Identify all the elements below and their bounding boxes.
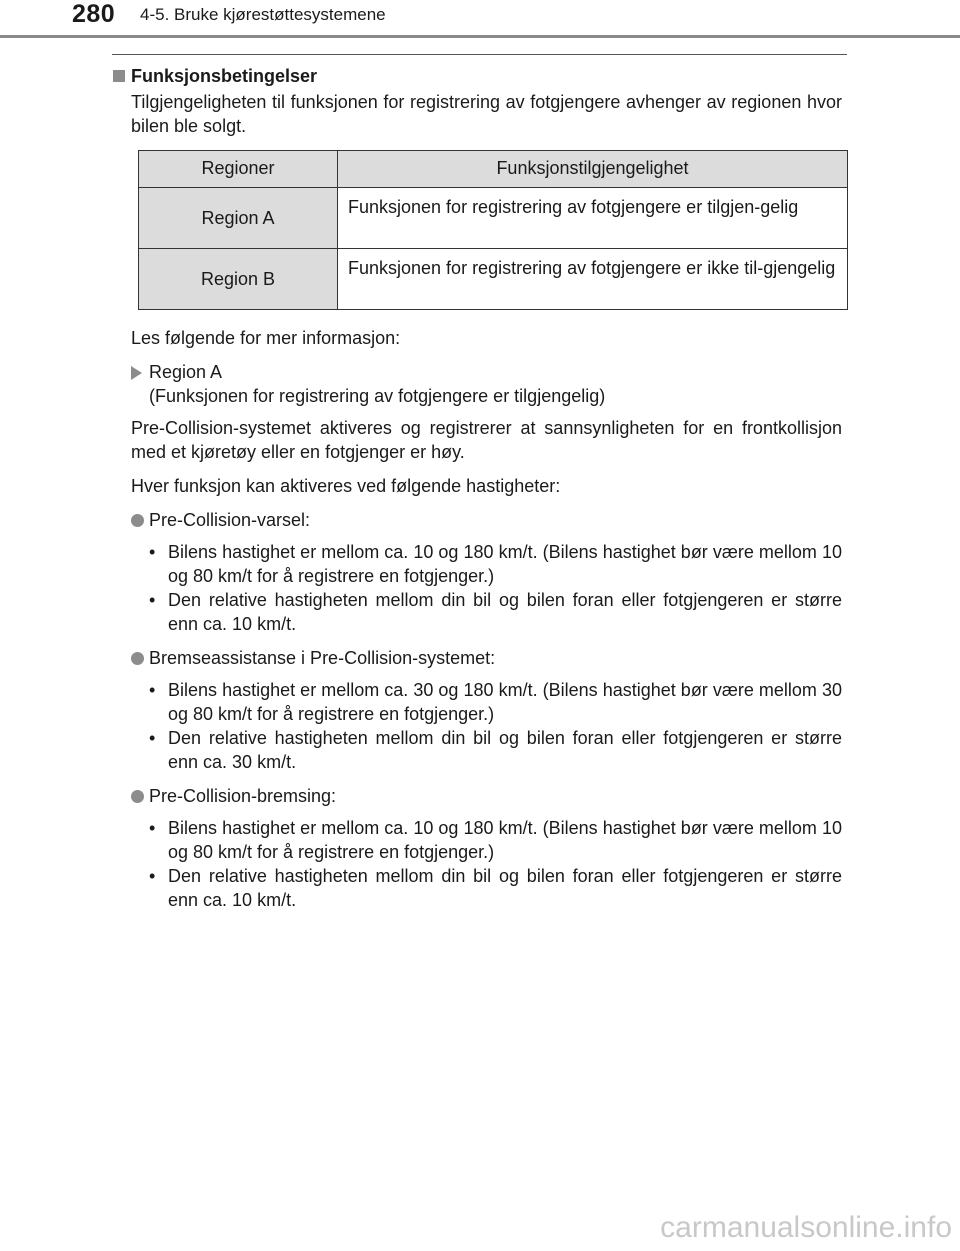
section-title: 4-5. Bruke kjørestøttesystemene	[140, 5, 386, 24]
function-item	[131, 784, 842, 808]
bullet-text: Bilens hastighet er mellom ca. 30 og 180 km/t. (Bilens hastighet bør være mellom 30 og 80 km/t for å registrere en fotgjenger.)	[168, 680, 842, 724]
square-bullet-icon	[113, 70, 125, 82]
info-text: Les følgende for mer informasjon:	[131, 328, 401, 348]
paragraph-speeds: Hver funksjon kan aktiveres ved følgende hastigheter:	[131, 476, 561, 496]
list-item	[149, 540, 842, 588]
function-name: Pre-Collision-varsel:	[149, 510, 311, 530]
table-cell-region: Region B	[139, 249, 338, 310]
bullet-text: Bilens hastighet er mellom ca. 10 og 180 km/t. (Bilens hastighet bør være mellom 10 og 80 km/t for å registrere en fotgjenger.)	[168, 818, 842, 862]
list-item	[149, 678, 842, 726]
bullet-mark: •	[149, 728, 156, 748]
table-header-row	[139, 151, 848, 188]
region-table	[138, 150, 848, 310]
main-content	[112, 66, 842, 912]
circle-bullet-icon	[131, 514, 144, 527]
bullet-text: Bilens hastighet er mellom ca. 10 og 180 km/t. (Bilens hastighet bør være mellom 10 og 80 km/t for å registrere en fotgjenger.)	[168, 542, 842, 586]
watermark: carmanualsonline.info	[660, 1211, 952, 1244]
function-name: Bremseassistanse i Pre-Collision-systemet:	[149, 648, 496, 668]
table-header-availability: Funksjonstilgjengelighet	[338, 151, 848, 188]
bullet-text: Den relative hastigheten mellom din bil og bilen foran eller fotgjengeren er større enn ca. 10 km/t.	[168, 590, 842, 634]
function-bullets	[149, 540, 842, 636]
sub-heading-text: Funksjonsbetingelser	[131, 66, 318, 86]
function-bullets	[149, 678, 842, 774]
function-item	[131, 646, 842, 670]
sub-heading	[112, 66, 842, 87]
bullet-mark: •	[149, 680, 156, 700]
table-cell-availability: Funksjonen for registrering av fotgjengere er tilgjen-gelig	[338, 188, 848, 249]
bullet-mark: •	[149, 818, 156, 838]
intro-paragraph: Tilgjengeligheten til funksjonen for registrering av fotgjengere avhenger av regionen hvor bilen ble solgt.	[131, 92, 842, 136]
list-item	[149, 816, 842, 864]
bullet-mark: •	[149, 590, 156, 610]
function-bullets	[149, 816, 842, 912]
function-item	[131, 508, 842, 532]
list-item	[149, 588, 842, 636]
paragraph-activation: Pre-Collision-systemet aktiveres og registrerer at sannsynligheten for en frontkollisjon med et kjøretøy eller en fotgjenger er høy.	[131, 418, 842, 462]
list-item	[149, 864, 842, 912]
bullet-text: Den relative hastigheten mellom din bil og bilen foran eller fotgjengeren er større enn ca. 30 km/t.	[168, 728, 842, 772]
header-divider	[0, 35, 960, 38]
table-header-regions: Regioner	[139, 151, 338, 188]
circle-bullet-icon	[131, 652, 144, 665]
table-row	[139, 188, 848, 249]
region-a-title: Region A	[149, 362, 223, 382]
region-a-item	[131, 360, 842, 408]
page-number: 280	[72, 0, 116, 28]
bullet-text: Den relative hastigheten mellom din bil og bilen foran eller fotgjengeren er større enn ca. 10 km/t.	[168, 866, 842, 910]
triangle-arrow-icon	[131, 366, 142, 380]
table-cell-region: Region A	[139, 188, 338, 249]
table-row	[139, 249, 848, 310]
circle-bullet-icon	[131, 790, 144, 803]
content-divider	[112, 54, 847, 55]
region-a-subtitle: (Funksjonen for registrering av fotgjengere er tilgjengelig)	[149, 386, 606, 406]
bullet-mark: •	[149, 542, 156, 562]
function-name: Pre-Collision-bremsing:	[149, 786, 337, 806]
table-cell-availability: Funksjonen for registrering av fotgjengere er ikke til-gjengelig	[338, 249, 848, 310]
bullet-mark: •	[149, 866, 156, 886]
list-item	[149, 726, 842, 774]
page-header	[0, 0, 960, 40]
